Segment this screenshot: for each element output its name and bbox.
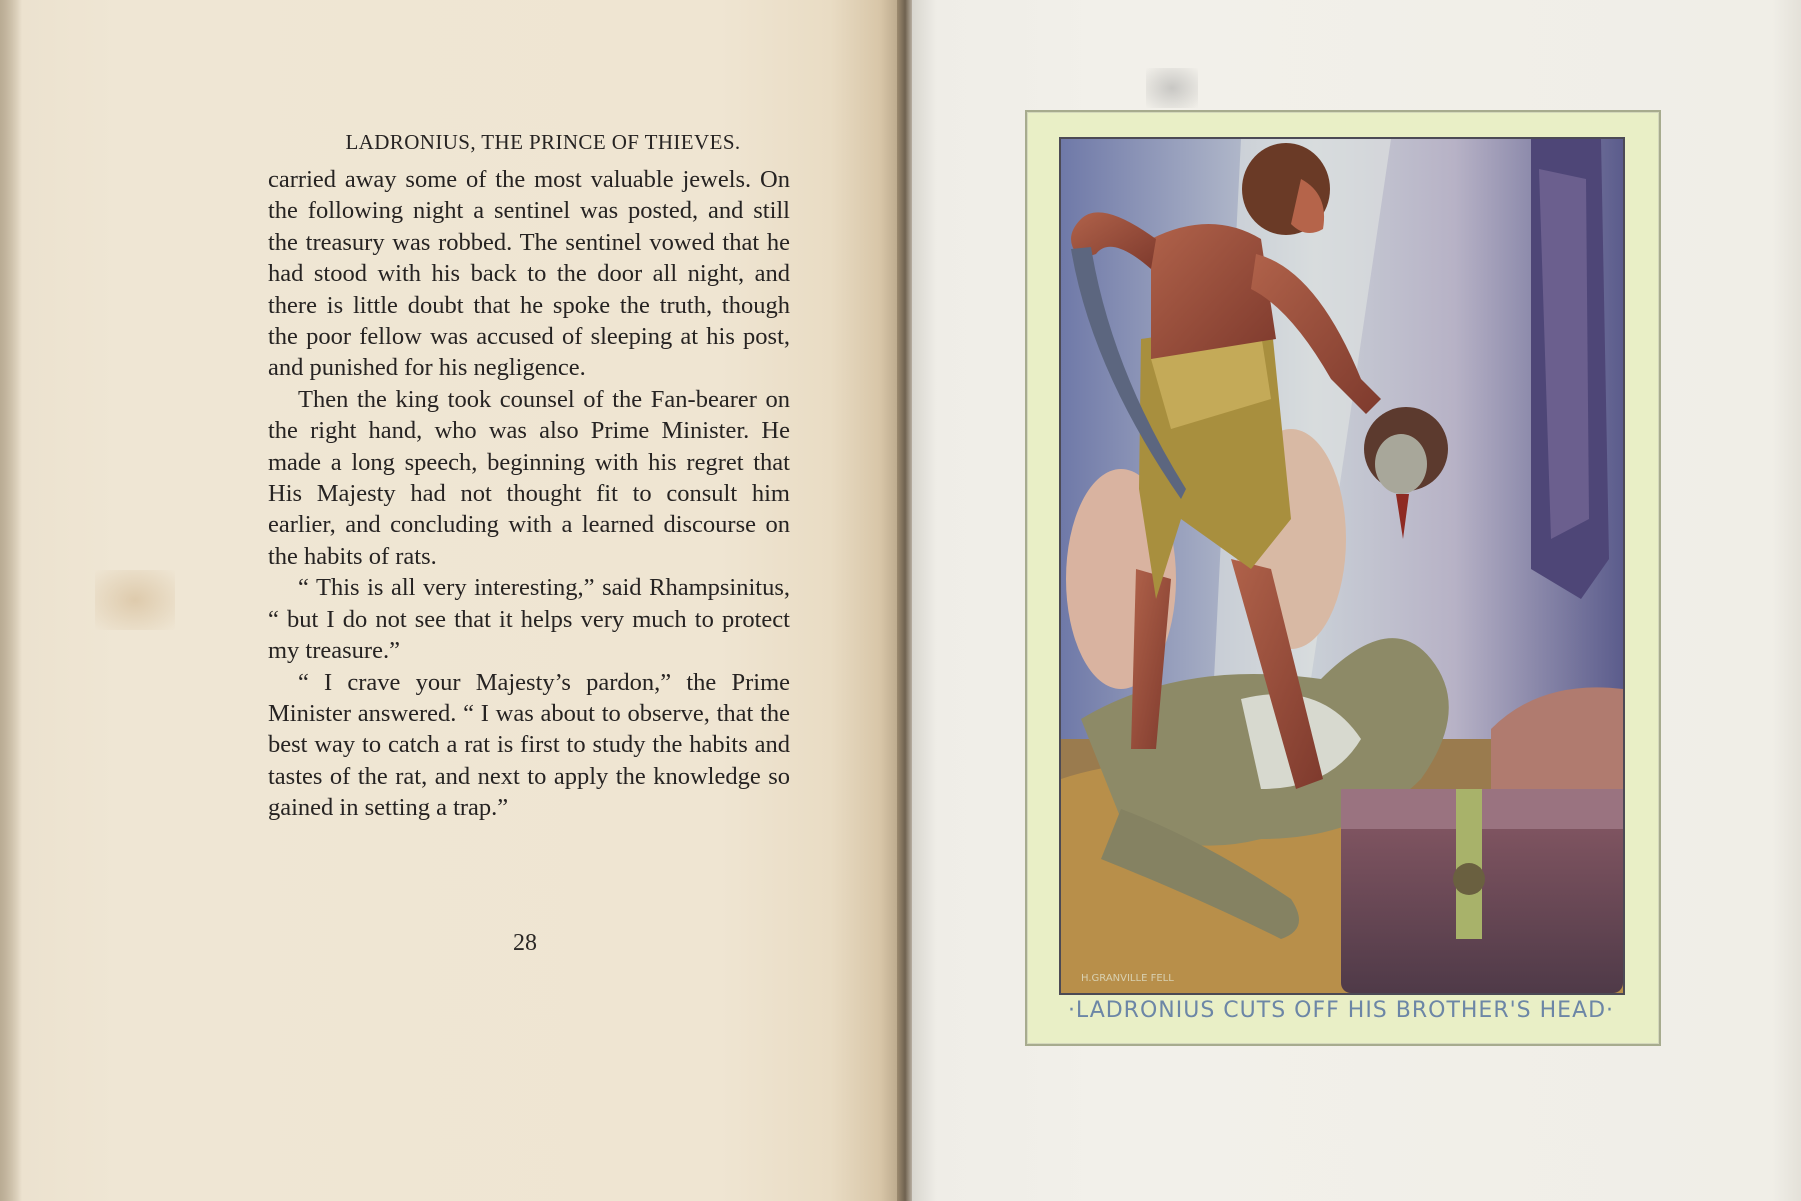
paper-smudge (1146, 68, 1198, 108)
illustration-plate (1059, 137, 1625, 995)
paper-stain (95, 570, 175, 630)
paragraph-3: “ This is all very interesting,” said Rhampsinitus, “ but I do not see that it helps very much to protect my treasure.” (268, 574, 790, 665)
paragraph-2: Then the king took counsel of the Fan-bearer on the right hand, who was also Prime Minister. He made a long speech, beginning with his regret that His Majesty had not thought fit to consult him earlier, and concluding with a learned discourse on the habits of rats. (268, 385, 790, 570)
paragraph-1: carried away some of the most valuable jewels. On the following night a sentinel was posted, and still the treasury was robbed. The sentinel vowed that he had stood with his back to the door all night, and there is little doubt that he spoke the truth, though the poor fellow was accused of sleeping at his post, and punished for his negligence. (268, 166, 790, 382)
text-block (268, 128, 790, 824)
paragraph-4: “ I crave your Majesty’s pardon,” the Prime Minister answered. “ I was about to observe, that the best way to catch a rat is first to study the habits and tastes of the rat, and next to apply the knowledge so gained in setting a trap.” (268, 668, 790, 822)
page-number: 28 (513, 930, 537, 956)
plate-signature: H.GRANVILLE FELL (1081, 973, 1174, 984)
plate-caption: ·LADRONIUS CUTS OFF HIS BROTHER'S HEAD· (1067, 998, 1615, 1023)
running-head: LADRONIUS, THE PRINCE OF THIEVES. (345, 130, 741, 154)
page-edge-shadow (0, 0, 22, 1201)
